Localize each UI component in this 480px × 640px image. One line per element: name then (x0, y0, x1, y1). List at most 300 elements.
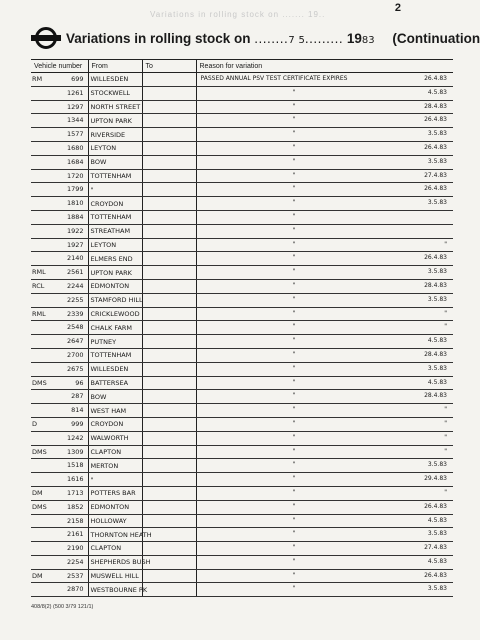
expiry-date: " (444, 447, 447, 455)
expiry-date: 3.5.83 (427, 364, 447, 372)
to-garage (142, 86, 196, 100)
expiry-date: 3.5.83 (427, 157, 447, 165)
expiry-date: " (444, 433, 447, 441)
table-row (31, 335, 453, 349)
reason-cell (196, 128, 453, 142)
reason-cell (196, 238, 453, 252)
expiry-date: 26.4.83 (424, 502, 447, 510)
reason-text: " (292, 502, 296, 510)
vehicle-cell (31, 238, 88, 252)
to-garage (142, 473, 196, 487)
reason-cell (196, 293, 453, 307)
to-garage (142, 445, 196, 459)
expiry-date: 3.5.83 (427, 530, 447, 538)
from-garage: LEYTON (88, 141, 142, 155)
expiry-date: 3.5.83 (427, 585, 447, 593)
expiry-date: 4.5.83 (427, 557, 447, 565)
reason-cell (196, 390, 453, 404)
table-row (31, 376, 453, 390)
reason-cell (196, 114, 453, 128)
expiry-date: 26.4.83 (424, 116, 447, 124)
vehicle-number: 1884 (66, 212, 84, 221)
reason-text: " (292, 378, 296, 386)
expiry-date: 4.5.83 (427, 337, 447, 345)
from-garage: WEST HAM (88, 404, 142, 418)
reason-text: " (292, 447, 296, 455)
table-row (31, 321, 453, 335)
reason-cell (196, 100, 453, 114)
reason-text: " (292, 157, 296, 165)
reason-text: " (292, 130, 296, 138)
from-garage: RIVERSIDE (88, 128, 142, 142)
vehicle-cell (31, 528, 88, 542)
faint-show-through-header: Variations in rolling stock on ....... 19.. (150, 10, 326, 19)
reason-cell (196, 362, 453, 376)
expiry-date: " (444, 240, 447, 248)
table-row (31, 307, 453, 321)
vehicle-number: 2140 (66, 254, 84, 263)
reason-cell (196, 555, 453, 569)
expiry-date: " (444, 488, 447, 496)
column-header-to: To (142, 60, 196, 73)
table-row (31, 86, 453, 100)
to-garage (142, 486, 196, 500)
from-garage: " (88, 473, 142, 487)
to-garage (142, 279, 196, 293)
reason-text: " (292, 309, 296, 317)
reason-text: " (292, 254, 296, 262)
to-garage (142, 555, 196, 569)
from-garage: BOW (88, 155, 142, 169)
table-row (31, 528, 453, 542)
vehicle-cell (31, 321, 88, 335)
expiry-date: " (444, 323, 447, 331)
to-garage (142, 569, 196, 583)
table-row (31, 500, 453, 514)
reason-text: " (292, 116, 296, 124)
vehicle-number: 1799 (66, 185, 84, 194)
vehicle-cell (31, 542, 88, 556)
from-garage: EDMONTON (88, 279, 142, 293)
to-garage (142, 197, 196, 211)
reason-cell (196, 500, 453, 514)
table-row (31, 279, 453, 293)
expiry-date: 26.4.83 (424, 254, 447, 262)
reason-text: " (292, 461, 296, 469)
vehicle-class: D (32, 419, 38, 428)
vehicle-number: 699 (71, 75, 84, 83)
reason-text: " (292, 585, 296, 593)
reason-text: " (292, 281, 296, 289)
to-garage (142, 128, 196, 142)
vehicle-number: 1713 (66, 488, 84, 497)
from-garage: CLAPTON (88, 445, 142, 459)
to-garage (142, 335, 196, 349)
expiry-date: 3.5.83 (427, 295, 447, 303)
table-row (31, 141, 453, 155)
table-row (31, 224, 453, 238)
vehicle-class: DMS (32, 378, 47, 387)
vehicle-cell (31, 555, 88, 569)
table-body (31, 73, 453, 597)
vehicle-cell (31, 141, 88, 155)
from-garage: CRICKLEWOOD (88, 307, 142, 321)
from-garage: SHEPHERDS BUSH (88, 555, 142, 569)
to-garage (142, 238, 196, 252)
vehicle-cell (31, 569, 88, 583)
vehicle-number: 1518 (66, 461, 84, 470)
reason-cell (196, 473, 453, 487)
from-garage: BATTERSEA (88, 376, 142, 390)
reason-text: " (292, 516, 296, 524)
table-row (31, 169, 453, 183)
vehicle-number: 96 (75, 378, 84, 387)
title-day: 7 (288, 34, 295, 46)
vehicle-number: 2244 (66, 281, 84, 290)
vehicle-cell (31, 390, 88, 404)
expiry-date: 28.4.83 (424, 392, 447, 400)
reason-cell (196, 307, 453, 321)
vehicle-class: DMS (32, 502, 47, 511)
vehicle-cell (31, 128, 88, 142)
to-garage (142, 362, 196, 376)
from-garage: STREATHAM (88, 224, 142, 238)
vehicle-cell (31, 348, 88, 362)
from-garage: CROYDON (88, 197, 142, 211)
expiry-date: 26.4.83 (424, 571, 447, 579)
table-row (31, 155, 453, 169)
reason-text: " (292, 240, 296, 248)
variations-table (31, 59, 453, 597)
table-row (31, 445, 453, 459)
reason-cell (196, 445, 453, 459)
from-garage: PUTNEY (88, 335, 142, 349)
to-garage (142, 169, 196, 183)
from-garage: TOTTENHAM (88, 169, 142, 183)
table-row (31, 459, 453, 473)
reason-text: " (292, 488, 296, 496)
from-garage: ELMERS END (88, 252, 142, 266)
table-row (31, 431, 453, 445)
to-garage (142, 431, 196, 445)
column-header-from: From (88, 60, 142, 73)
reason-text: " (292, 226, 296, 234)
vehicle-number: 2675 (66, 364, 84, 373)
vehicle-number: 1927 (66, 240, 84, 249)
from-garage: LEYTON (88, 238, 142, 252)
vehicle-cell (31, 362, 88, 376)
reason-cell (196, 569, 453, 583)
reason-cell (196, 348, 453, 362)
expiry-date: 28.4.83 (424, 281, 447, 289)
reason-text: " (292, 171, 296, 179)
from-garage: UPTON PARK (88, 114, 142, 128)
roundel-logo-icon (34, 26, 58, 50)
reason-cell (196, 210, 453, 224)
from-garage: WILLESDEN (88, 73, 142, 87)
reason-cell (196, 266, 453, 280)
vehicle-class: DMS (32, 447, 47, 456)
table-row (31, 114, 453, 128)
vehicle-cell (31, 376, 88, 390)
vehicle-cell (31, 210, 88, 224)
table-row (31, 73, 453, 87)
from-garage: WESTBOURNE PK (88, 583, 142, 597)
to-garage (142, 183, 196, 197)
vehicle-number: 999 (71, 419, 84, 428)
to-garage (142, 321, 196, 335)
vehicle-number: 814 (71, 406, 84, 415)
vehicle-number: 1577 (66, 130, 84, 139)
expiry-date: 4.5.83 (427, 378, 447, 386)
reason-text: PASSED ANNUAL PSV TEST CERTIFICATE EXPIRES (200, 75, 348, 82)
expiry-date: 26.4.83 (424, 185, 447, 193)
vehicle-number: 2537 (66, 571, 84, 580)
vehicle-cell (31, 335, 88, 349)
vehicle-cell (31, 224, 88, 238)
table-row (31, 390, 453, 404)
table-row (31, 266, 453, 280)
expiry-date: 4.5.83 (427, 88, 447, 96)
reason-cell (196, 486, 453, 500)
to-garage (142, 155, 196, 169)
reason-text: " (292, 557, 296, 565)
table-row (31, 238, 453, 252)
from-garage: MUSWELL HILL (88, 569, 142, 583)
to-garage (142, 390, 196, 404)
vehicle-class: DM (32, 571, 43, 580)
table-row (31, 514, 453, 528)
document-title: Variations in rolling stock on ........7 5......... 1983 (Continuation (66, 30, 480, 46)
from-garage: THORNTON HEATH (88, 528, 142, 542)
expiry-date: 28.4.83 (424, 102, 447, 110)
from-garage: CHALK FARM (88, 321, 142, 335)
title-month: 5 (298, 34, 305, 46)
reason-cell (196, 542, 453, 556)
from-garage: HOLLOWAY (88, 514, 142, 528)
table-row (31, 569, 453, 583)
table-row (31, 583, 453, 597)
reason-text: " (292, 143, 296, 151)
vehicle-cell (31, 459, 88, 473)
table-row (31, 183, 453, 197)
reason-text: " (292, 571, 296, 579)
vehicle-number: 2158 (66, 516, 84, 525)
vehicle-number: 2700 (66, 350, 84, 359)
to-garage (142, 73, 196, 87)
vehicle-cell (31, 266, 88, 280)
vehicle-cell (31, 100, 88, 114)
from-garage: WALWORTH (88, 431, 142, 445)
reason-cell (196, 335, 453, 349)
table-row (31, 542, 453, 556)
reason-text: " (292, 88, 296, 96)
expiry-date: 26.4.83 (424, 143, 447, 151)
table-header-row (31, 60, 453, 73)
column-header-vehicle: Vehicle number (31, 60, 88, 73)
to-garage (142, 376, 196, 390)
form-reference: 408/8(2) (500 3/79 121/1) (31, 604, 94, 610)
from-garage: STOCKWELL (88, 86, 142, 100)
reason-cell (196, 514, 453, 528)
reason-text: " (292, 268, 296, 276)
vehicle-cell (31, 500, 88, 514)
vehicle-class: RM (32, 75, 43, 83)
reason-text: " (292, 392, 296, 400)
vehicle-class: DM (32, 488, 43, 497)
vehicle-cell (31, 293, 88, 307)
vehicle-cell (31, 445, 88, 459)
from-garage: CLAPTON (88, 542, 142, 556)
expiry-date: 26.4.83 (424, 75, 447, 82)
vehicle-cell (31, 514, 88, 528)
expiry-date: 29.4.83 (424, 475, 447, 483)
expiry-date: " (444, 419, 447, 427)
reason-text: " (292, 544, 296, 552)
reason-cell (196, 197, 453, 211)
from-garage: POTTERS BAR (88, 486, 142, 500)
reason-text: " (292, 102, 296, 110)
reason-cell (196, 404, 453, 418)
table-row (31, 210, 453, 224)
table-row (31, 473, 453, 487)
vehicle-cell (31, 197, 88, 211)
vehicle-cell (31, 583, 88, 597)
to-garage (142, 307, 196, 321)
expiry-date: 28.4.83 (424, 350, 447, 358)
reason-cell (196, 73, 453, 87)
from-garage: STAMFORD HILL (88, 293, 142, 307)
table-row (31, 252, 453, 266)
table-row (31, 348, 453, 362)
vehicle-class: RCL (32, 281, 45, 290)
to-garage (142, 417, 196, 431)
vehicle-number: 1852 (66, 502, 84, 511)
vehicle-number: 1720 (66, 171, 84, 180)
reason-cell (196, 169, 453, 183)
reason-text: " (292, 199, 296, 207)
from-garage: NORTH STREET (88, 100, 142, 114)
reason-text: " (292, 530, 296, 538)
title-year: 83 (361, 34, 375, 46)
vehicle-number: 1261 (66, 88, 84, 97)
expiry-date: 4.5.83 (427, 516, 447, 524)
reason-cell (196, 141, 453, 155)
vehicle-number: 2161 (66, 530, 84, 539)
reason-cell (196, 459, 453, 473)
reason-cell (196, 583, 453, 597)
vehicle-number: 1680 (66, 143, 84, 152)
vehicle-number: 1297 (66, 102, 84, 111)
to-garage (142, 348, 196, 362)
vehicle-number: 1684 (66, 157, 84, 166)
table-row (31, 362, 453, 376)
vehicle-cell (31, 73, 88, 87)
vehicle-class: RML (32, 268, 46, 277)
from-garage: TOTTENHAM (88, 348, 142, 362)
from-garage: EDMONTON (88, 500, 142, 514)
vehicle-number: 2339 (66, 309, 84, 318)
vehicle-number: 1810 (66, 199, 84, 208)
vehicle-number: 1922 (66, 226, 84, 235)
vehicle-number: 1344 (66, 116, 84, 125)
to-garage (142, 293, 196, 307)
vehicle-number: 1309 (66, 447, 84, 456)
vehicle-cell (31, 404, 88, 418)
expiry-date: 3.5.83 (427, 199, 447, 207)
reason-text: " (292, 419, 296, 427)
reason-text: " (292, 295, 296, 303)
to-garage (142, 210, 196, 224)
table-row (31, 555, 453, 569)
from-garage: BOW (88, 390, 142, 404)
expiry-date: " (444, 309, 447, 317)
table-row (31, 417, 453, 431)
reason-text: " (292, 433, 296, 441)
reason-cell (196, 86, 453, 100)
title-text: Variations in rolling stock on (66, 30, 251, 46)
vehicle-cell (31, 486, 88, 500)
reason-cell (196, 528, 453, 542)
vehicle-cell (31, 279, 88, 293)
reason-cell (196, 417, 453, 431)
vehicle-number: 2870 (66, 585, 84, 594)
to-garage (142, 583, 196, 597)
vehicle-class: RML (32, 309, 46, 318)
vehicle-cell (31, 307, 88, 321)
expiry-date: 3.5.83 (427, 461, 447, 469)
table-row (31, 404, 453, 418)
from-garage: CROYDON (88, 417, 142, 431)
page-number: 2 (394, 2, 401, 14)
column-header-reason: Reason for variation (196, 60, 453, 73)
expiry-date: " (444, 406, 447, 414)
reason-cell (196, 279, 453, 293)
reason-text: " (292, 212, 296, 220)
to-garage (142, 514, 196, 528)
vehicle-cell (31, 431, 88, 445)
vehicle-cell (31, 169, 88, 183)
to-garage (142, 141, 196, 155)
expiry-date: 27.4.83 (424, 544, 447, 552)
from-garage: WILLESDEN (88, 362, 142, 376)
reason-text: " (292, 185, 296, 193)
expiry-date: 27.4.83 (424, 171, 447, 179)
reason-text: " (292, 337, 296, 345)
vehicle-cell (31, 252, 88, 266)
from-garage: TOTTENHAM (88, 210, 142, 224)
to-garage (142, 459, 196, 473)
reason-text: " (292, 406, 296, 414)
reason-cell (196, 252, 453, 266)
vehicle-cell (31, 114, 88, 128)
vehicle-cell (31, 473, 88, 487)
reason-cell (196, 155, 453, 169)
reason-text: " (292, 323, 296, 331)
to-garage (142, 404, 196, 418)
to-garage (142, 100, 196, 114)
vehicle-number: 2255 (66, 295, 84, 304)
to-garage (142, 252, 196, 266)
expiry-date: 3.5.83 (427, 130, 447, 138)
vehicle-cell (31, 155, 88, 169)
reason-cell (196, 224, 453, 238)
table-row (31, 197, 453, 211)
table-row (31, 128, 453, 142)
from-garage: UPTON PARK (88, 266, 142, 280)
title-continuation: (Continuation (392, 30, 480, 46)
vehicle-cell (31, 417, 88, 431)
